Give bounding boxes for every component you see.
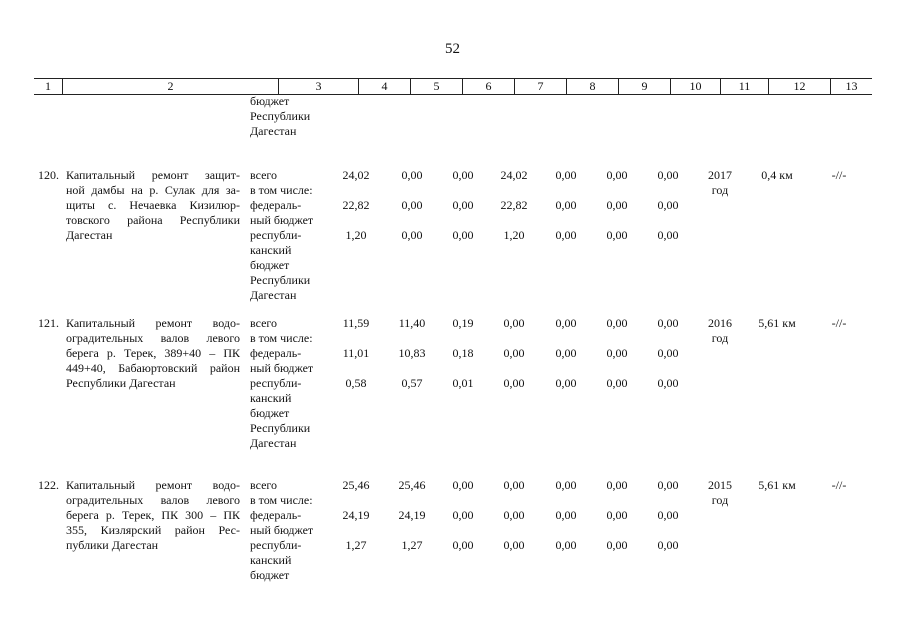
column-header-row <box>34 78 872 95</box>
financial-value: 0,00 <box>606 346 628 360</box>
financial-value: 0,00 <box>503 478 525 492</box>
description-line: 121. Капитальный ремонт водо- <box>38 316 240 330</box>
funding-line: всего <box>250 316 278 330</box>
financial-value: 0,00 <box>452 198 474 212</box>
column-13-value: -//- <box>831 316 847 330</box>
financial-value: 22,82 <box>342 198 370 212</box>
financial-value: 0,00 <box>606 508 628 522</box>
financial-value: 0,00 <box>401 198 423 212</box>
financial-value: 0,00 <box>606 168 628 182</box>
column-header: 3 <box>278 79 358 94</box>
financial-value: 0,00 <box>555 478 577 492</box>
description-line: 122. Капитальный ремонт водо- <box>38 478 240 492</box>
project-description <box>38 478 240 553</box>
financial-value: 0,00 <box>606 478 628 492</box>
financial-value: 11,59 <box>342 316 370 330</box>
completion-year: год <box>711 331 729 345</box>
financial-value: 0,00 <box>657 376 679 390</box>
column-header: 4 <box>358 79 410 94</box>
description-line: товского района Республики <box>66 213 240 227</box>
description-line: щиты с. Нечаевка Кизилюр- <box>66 198 240 212</box>
financial-value: 24,02 <box>342 168 370 182</box>
capacity-length: 5,61 км <box>758 478 796 492</box>
financial-value: 0,00 <box>555 168 577 182</box>
funding-line: Дагестан <box>250 288 297 302</box>
description-line: 120. Капитальный ремонт защит- <box>38 168 240 182</box>
financial-value: 0,00 <box>401 168 423 182</box>
financial-value: 0,00 <box>503 538 525 552</box>
funding-line: бюджет <box>250 258 290 272</box>
funding-line: республи- <box>250 376 302 390</box>
description-line: Республики Дагестан <box>66 376 176 390</box>
financial-value: 0,00 <box>606 316 628 330</box>
row-number: 120. <box>38 168 59 182</box>
financial-value: 0,00 <box>555 538 577 552</box>
financial-value: 1,27 <box>401 538 423 552</box>
financial-value: 24,19 <box>342 508 370 522</box>
financial-value: 0,18 <box>452 346 474 360</box>
funding-line: ный бюджет <box>250 213 314 227</box>
financial-value: 0,00 <box>657 198 679 212</box>
funding-line: республи- <box>250 228 302 242</box>
financial-value: 0,00 <box>606 538 628 552</box>
financial-value: 0,01 <box>452 376 474 390</box>
funding-line: Дагестан <box>250 124 297 138</box>
funding-line: федераль- <box>250 508 302 522</box>
column-header: 10 <box>670 79 720 94</box>
project-description <box>38 168 240 243</box>
funding-line: в том числе: <box>250 183 313 197</box>
financial-value: 0,00 <box>452 228 474 242</box>
capacity-length: 0,4 км <box>761 168 793 182</box>
financial-value: 0,00 <box>555 508 577 522</box>
financial-value: 0,00 <box>606 376 628 390</box>
financial-value: 0,00 <box>555 228 577 242</box>
funding-line: Республики <box>250 273 311 287</box>
funding-line: Республики <box>250 109 311 123</box>
row-number: 121. <box>38 316 59 330</box>
financial-value: 0,00 <box>657 228 679 242</box>
financial-value: 0,00 <box>657 346 679 360</box>
financial-value: 0,00 <box>657 538 679 552</box>
financial-value: 1,20 <box>503 228 525 242</box>
row-number: 122. <box>38 478 59 492</box>
funding-line: канский <box>250 553 292 567</box>
financial-value: 0,00 <box>452 508 474 522</box>
funding-line: канский <box>250 391 292 405</box>
capacity-length: 5,61 км <box>758 316 796 330</box>
completion-year: год <box>711 183 729 197</box>
funding-line: бюджет <box>250 94 290 108</box>
financial-value: 0,00 <box>606 228 628 242</box>
funding-line: всего <box>250 168 278 182</box>
financial-value: 0,00 <box>657 316 679 330</box>
financial-value: 24,02 <box>500 168 528 182</box>
completion-year: 2017 <box>708 168 732 182</box>
description-line: 355, Кизлярский район Рес- <box>66 523 240 537</box>
description-line: берега р. Терек, ПК 300 – ПК <box>66 508 240 522</box>
column-header: 13 <box>830 79 872 94</box>
financial-value: 25,46 <box>342 478 370 492</box>
column-header: 5 <box>410 79 462 94</box>
project-description <box>38 316 240 391</box>
financial-value: 0,00 <box>452 478 474 492</box>
description-line: оградительных валов левого <box>66 331 240 345</box>
financial-value: 0,00 <box>452 168 474 182</box>
financial-value: 25,46 <box>398 478 426 492</box>
description-line: публики Дагестан <box>66 538 159 552</box>
completion-year: 2015 <box>708 478 732 492</box>
funding-line: федераль- <box>250 198 302 212</box>
financial-value: 0,00 <box>555 376 577 390</box>
financial-value: 11,40 <box>398 316 426 330</box>
funding-line: в том числе: <box>250 331 313 345</box>
description-line: ной дамбы на р. Сулак для за- <box>66 183 240 197</box>
page-number: 52 <box>445 41 460 57</box>
financial-value: 0,00 <box>503 346 525 360</box>
financial-value: 0,00 <box>555 346 577 360</box>
financial-value: 0,00 <box>452 538 474 552</box>
column-header: 2 <box>62 79 278 94</box>
funding-line: Республики <box>250 421 311 435</box>
financial-value: 22,82 <box>500 198 528 212</box>
description-line: оградительных валов левого <box>66 493 240 507</box>
column-header: 9 <box>618 79 670 94</box>
funding-line: бюджет <box>250 406 290 420</box>
funding-line: республи- <box>250 538 302 552</box>
column-13-value: -//- <box>831 478 847 492</box>
funding-line: Дагестан <box>250 436 297 450</box>
description-line: берега р. Терек, 389+40 – ПК <box>66 346 240 360</box>
description-line: 449+40, Бабаюртовский район <box>66 361 240 375</box>
financial-value: 1,27 <box>345 538 367 552</box>
funding-line: ный бюджет <box>250 361 314 375</box>
description-line: Дагестан <box>66 228 113 242</box>
financial-value: 0,00 <box>606 198 628 212</box>
funding-line: бюджет <box>250 568 290 582</box>
funding-line: в том числе: <box>250 493 313 507</box>
completion-year: 2016 <box>708 316 732 330</box>
funding-line: федераль- <box>250 346 302 360</box>
financial-value: 0,00 <box>503 316 525 330</box>
column-header: 7 <box>514 79 566 94</box>
financial-value: 0,00 <box>503 508 525 522</box>
funding-line: ный бюджет <box>250 523 314 537</box>
funding-line: всего <box>250 478 278 492</box>
financial-value: 1,20 <box>345 228 367 242</box>
column-13-value: -//- <box>831 168 847 182</box>
financial-value: 0,00 <box>657 508 679 522</box>
funding-line: канский <box>250 243 292 257</box>
column-header: 11 <box>720 79 768 94</box>
financial-value: 24,19 <box>398 508 426 522</box>
financial-value: 0,58 <box>345 376 367 390</box>
completion-year: год <box>711 493 729 507</box>
column-header: 6 <box>462 79 514 94</box>
financial-value: 0,00 <box>657 168 679 182</box>
financial-value: 10,83 <box>398 346 426 360</box>
financial-value: 0,19 <box>452 316 474 330</box>
column-header: 8 <box>566 79 618 94</box>
financial-value: 11,01 <box>342 346 370 360</box>
financial-value: 0,00 <box>555 316 577 330</box>
financial-value: 0,00 <box>555 198 577 212</box>
financial-value: 0,00 <box>401 228 423 242</box>
column-header: 1 <box>45 79 51 93</box>
financial-value: 0,00 <box>657 478 679 492</box>
financial-value: 0,00 <box>503 376 525 390</box>
financial-value: 0,57 <box>401 376 423 390</box>
column-header: 12 <box>768 79 830 94</box>
